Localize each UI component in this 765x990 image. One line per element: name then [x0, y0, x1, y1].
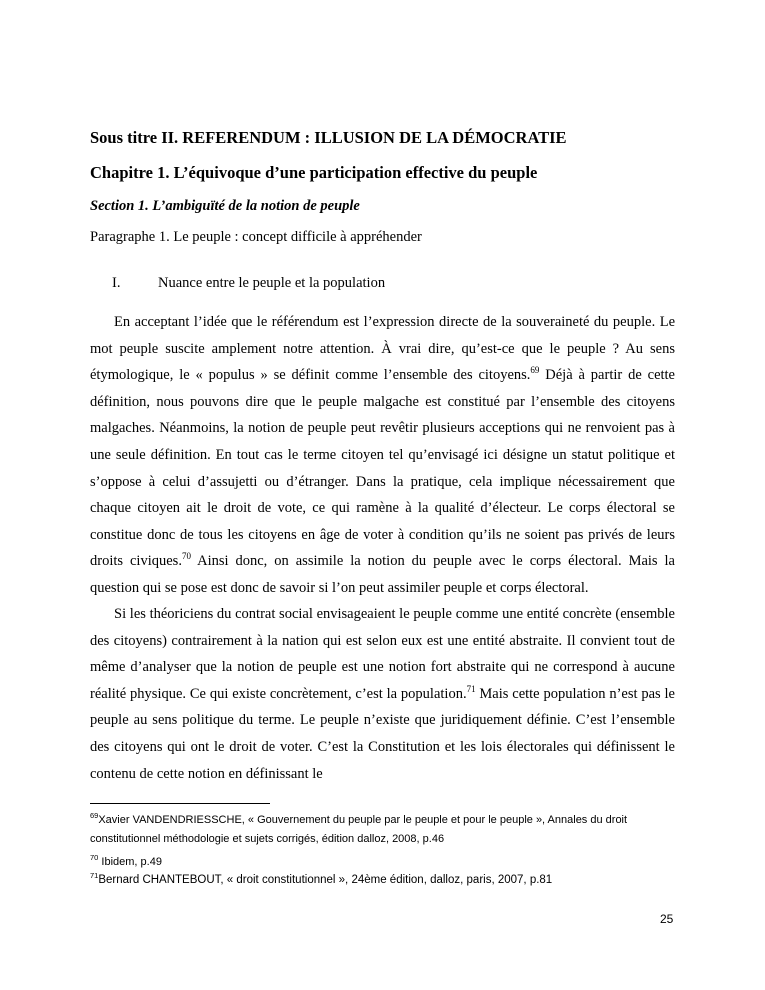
paragraphe-heading: Paragraphe 1. Le peuple : concept difficile à appréhender: [90, 229, 422, 245]
subsection-title: Nuance entre le peuple et la population: [158, 275, 386, 291]
footnote-number: 71: [90, 871, 99, 880]
sous-titre-heading: Sous titre II. REFERENDUM : ILLUSION DE LA DÉMOCRATIE: [90, 128, 567, 147]
paragraph-text: Ainsi donc, on assimile la notion du peuple avec le corps électoral. Mais la question qui se pose est donc de savoir si l’on peut assimiler peuple et corps électoral.: [90, 553, 675, 596]
footnote-separator: [90, 803, 270, 804]
footnote-ref-69: 69: [530, 365, 540, 376]
paragraph-text: Mais cette population n’est pas le peuple au sens politique du terme. Le peuple n’existe que juridiquement définie. C’est l’ensemble des citoyens qui ont le droit de voter. C’est la Constitution et les lois électorales qui définissent le contenu de cette notion en définissant le: [90, 685, 675, 782]
page-number: 25: [660, 912, 674, 926]
footnote-69: [90, 811, 675, 849]
footnote-text: Ibidem, p.49: [98, 856, 162, 868]
footnote-ref-70: 70: [181, 551, 191, 562]
paragraph-text: Déjà à partir de cette définition, nous pouvons dire que le peuple malgache est constitué par l’ensemble des citoyens malgaches. Néanmoins, la notion de peuple peut revêtir plusieurs acceptions qui ne renvoient pas à une seule définition. En tout cas le terme citoyen tel qu’envisagé ici désigne un statut politique et s’oppose à celui d’assujetti ou d’étranger. Dans la pratique, cela implique nécessairement que chaque citoyen ait le droit de vote, ce qui ramène à la qualité d’électeur. Le corps électoral se constitue donc de tous les citoyens en âge de voter à condition qu’ils ne soient pas privés de leurs droits civiques.: [90, 367, 675, 570]
paragraph-text: En acceptant l’idée que le référendum est l’expression directe de la souveraineté du peuple. Le mot peuple suscite amplement notre attention. À vrai dire, qu’est-ce que le peuple ? Au sens étymologique, le « populus » se définit comme l’ensemble des citoyens.: [90, 314, 675, 384]
footnote-text: Bernard CHANTEBOUT, « droit constitutionnel », 24ème édition, dalloz, paris, 2007, p.81: [98, 874, 553, 886]
footnote-70: [90, 853, 675, 872]
footnote-71: [90, 871, 675, 890]
footnote-text: Xavier VANDENDRIESSCHE, « Gouvernement du peuple par le peuple et pour le peuple », Annales du droit constitutionnel méthodologie et sujets corrigés, édition dalloz, 2008, p.46: [90, 814, 628, 845]
roman-numeral: I.: [112, 275, 121, 291]
paragraph-text: Si les théoriciens du contrat social envisageaient le peuple comme une entité concrète (ensemble des citoyens) contrairement à la nation qui est selon eux est une entité abstraite. Il convient tout de même d’analyser que la notion de peuple est une notion fort abstraite qui ne correspond à aucune réalité physique. Ce qui existe concrètement, c’est la population.: [90, 606, 675, 702]
body-paragraph-1: [90, 309, 675, 602]
footnote-number: 70: [90, 853, 99, 862]
footnote-ref-71: 71: [466, 683, 476, 694]
footnote-number: 69: [90, 811, 99, 820]
subsection-heading: [112, 275, 385, 292]
body-paragraph-2: [90, 601, 675, 787]
chapitre-heading: Chapitre 1. L’équivoque d’une participation effective du peuple: [90, 163, 538, 182]
section-heading: Section 1. L’ambiguïté de la notion de peuple: [90, 198, 360, 214]
